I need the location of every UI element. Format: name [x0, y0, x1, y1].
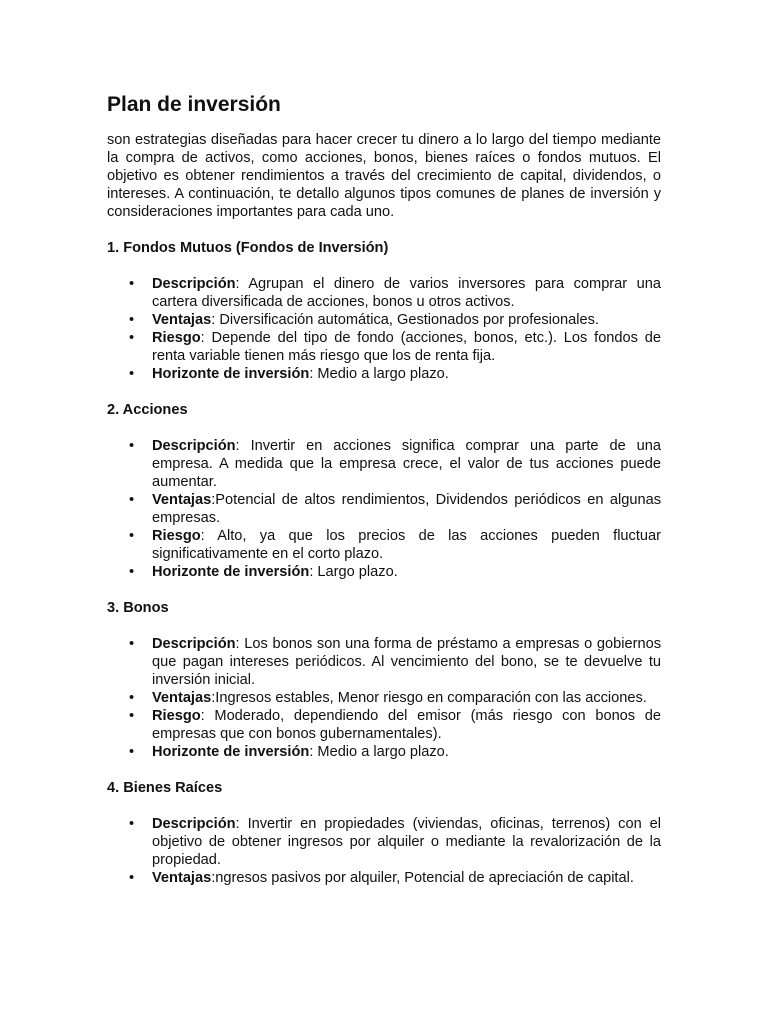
item-label: Ventajas: [152, 690, 212, 706]
list-item: [107, 635, 661, 689]
document-title: Plan de inversión: [107, 93, 281, 116]
item-label: Descripción: [152, 816, 236, 832]
item-text: ngresos pasivos por alquiler, Potencial de apreciación de capital.: [215, 870, 634, 886]
item-text: Invertir en acciones significa comprar una parte de una empresa. A medida que la empresa crece, el valor de tus acciones puede aumentar.: [152, 438, 662, 490]
intro-paragraph: son estrategias diseñadas para hacer crecer tu dinero a lo largo del tiempo mediante la compra de activos, como acciones, bonos, bienes raíces o fondos mutuos. El objetivo es obtener rendimientos a través del crecimiento de capital, dividendos, o intereses. A continuación, te detallo algunos tipos comunes de planes de inversión y consideraciones importantes para cada uno.: [107, 132, 661, 220]
item-separator: :: [235, 636, 245, 652]
bullet-list: [107, 635, 661, 761]
item-text: Agrupan el dinero de varios inversores para comprar una cartera diversificada de acciones, bonos u otros activos.: [152, 276, 661, 310]
item-separator: :: [200, 708, 215, 724]
item-text: Moderado, dependiendo del emisor (más riesgo con bonos de empresas que con bonos gubernamentales).: [152, 708, 662, 742]
item-label: Ventajas: [152, 492, 212, 508]
item-text: Potencial de altos rendimientos, Dividendos periódicos en algunas empresas.: [152, 492, 661, 526]
list-item: [107, 815, 661, 869]
item-separator: :: [235, 276, 249, 292]
list-item: [107, 437, 661, 491]
bullet-icon: •: [129, 708, 135, 724]
section-title: 2. Acciones: [107, 402, 188, 418]
item-separator: :: [235, 438, 251, 454]
item-separator: :: [309, 744, 318, 760]
item-label: Ventajas: [152, 870, 212, 886]
bullet-icon: •: [129, 528, 135, 544]
item-separator: :: [200, 330, 212, 346]
item-label: Descripción: [152, 636, 236, 652]
item-text: Alto, ya que los precios de las acciones pueden fluctuar significativamente en el corto plazo.: [152, 528, 661, 562]
item-text: Los bonos son una forma de préstamo a empresas o gobiernos que pagan intereses periódicos. Al vencimiento del bono, se te devuelve tu inversión inicial.: [152, 636, 661, 688]
list-item: [107, 707, 661, 743]
sections-container: [107, 239, 661, 887]
item-separator: :: [211, 492, 216, 508]
item-text: Ingresos estables, Menor riesgo en comparación con las acciones.: [215, 690, 647, 706]
list-item: [107, 311, 661, 329]
item-separator: :: [211, 870, 216, 886]
item-label: Riesgo: [152, 708, 201, 724]
bullet-icon: •: [129, 564, 135, 580]
bullet-icon: •: [129, 636, 135, 652]
list-item: [107, 365, 661, 383]
section-title: 3. Bonos: [107, 600, 169, 616]
list-item: [107, 743, 661, 761]
document-page: [107, 91, 661, 905]
item-text: Largo plazo.: [317, 564, 398, 580]
item-label: Ventajas: [152, 312, 212, 328]
list-item: [107, 869, 661, 887]
bullet-icon: •: [129, 276, 135, 292]
item-separator: :: [309, 366, 318, 382]
list-item: [107, 329, 661, 365]
item-separator: :: [211, 312, 220, 328]
section-title: 4. Bienes Raíces: [107, 780, 223, 796]
bullet-icon: •: [129, 312, 135, 328]
bullet-icon: •: [129, 870, 135, 886]
item-label: Riesgo: [152, 528, 201, 544]
list-item: [107, 527, 661, 563]
bullet-icon: •: [129, 690, 135, 706]
item-label: Descripción: [152, 276, 236, 292]
item-label: Descripción: [152, 438, 236, 454]
item-text: Diversificación automática, Gestionados por profesionales.: [219, 312, 599, 328]
bullet-icon: •: [129, 366, 135, 382]
item-separator: :: [211, 690, 216, 706]
bullet-icon: •: [129, 492, 135, 508]
bullet-icon: •: [129, 744, 135, 760]
list-item: [107, 275, 661, 311]
bullet-list: [107, 437, 661, 581]
item-label: Riesgo: [152, 330, 201, 346]
list-item: [107, 491, 661, 527]
list-item: [107, 563, 661, 581]
bullet-list: [107, 815, 661, 887]
item-text: Medio a largo plazo.: [317, 366, 449, 382]
item-label: Horizonte de inversión: [152, 564, 310, 580]
section-title: 1. Fondos Mutuos (Fondos de Inversión): [107, 240, 389, 256]
item-label: Horizonte de inversión: [152, 744, 310, 760]
item-text: Depende del tipo de fondo (acciones, bonos, etc.). Los fondos de renta variable tienen más riesgo que los de renta fija.: [152, 330, 662, 364]
bullet-icon: •: [129, 330, 135, 346]
item-label: Horizonte de inversión: [152, 366, 310, 382]
bullet-list: [107, 275, 661, 383]
item-separator: :: [309, 564, 318, 580]
list-item: [107, 689, 661, 707]
item-text: Medio a largo plazo.: [317, 744, 449, 760]
item-separator: :: [200, 528, 218, 544]
bullet-icon: •: [129, 816, 135, 832]
item-separator: :: [235, 816, 248, 832]
item-text: Invertir en propiedades (viviendas, oficinas, terrenos) con el objetivo de obtener ingresos por alquiler o mediante la revalorización de la propiedad.: [152, 816, 662, 868]
bullet-icon: •: [129, 438, 135, 454]
